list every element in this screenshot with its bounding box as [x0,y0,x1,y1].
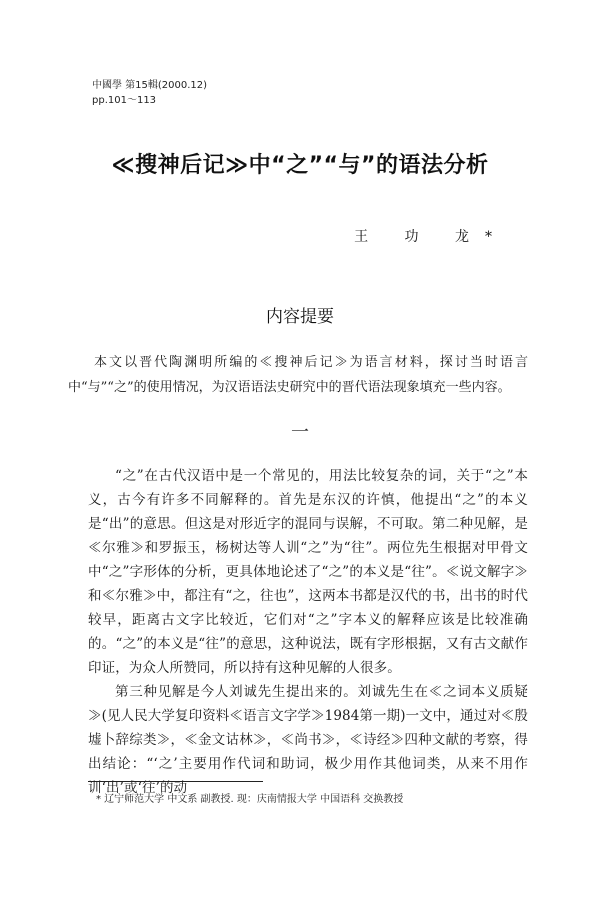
author-name: 王 功 龙* [354,229,508,245]
body-paragraph: 第三种见解是今人刘诚先生提出来的。刘诚先生在≪之词本义质疑≫(见人民大学复印资料≪语言文字学≫1984第一期)一文中，通过对≪殷墟卜辞综类≫，≪金文诂林≫，≪尚书≫，≪诗经≫四种文献的考察，得出结论：“‘之’主要用作代词和助词，极少用作其他词类，从来不用作训‘出’或‘往’的动 [88,684,528,796]
journal-volume: 中國學 第15輯(2000.12) [92,80,208,91]
body-paragraph: “之”在古代汉语中是一个常见的，用法比较复杂的词，关于“之”本义，古今有许多不同解释的。首先是东汉的许慎，他提出“之”的本义是“出”的意思。但这是对形近字的混同与误解，不可取。第二种见解，是≪尔雅≫和罗振玉，杨树达等人训“之”为“往”。两位先生根据对甲骨文中“之”字形体的分析，更具体地论述了“之”的本义是“往”。≪说文解字≫和≪尔雅≫中，都注有“之，往也”，这两本书都是汉代的书，出书的时代较早，距离古文字比较近，它们对“之”字本义的解释应该是比较准确的。“之”的本义是“往”的意思，这种说法，既有字形根据，又有古文献作印证，为众人所赞同，所以持有这种见解的人很多。 [88,468,528,676]
journal-pages: pp.101～113 [92,95,157,106]
footnote-divider [88,781,263,782]
journal-info [92,78,207,108]
abstract-text: 本文以晋代陶渊明所编的≪搜神后记≫为语言材料，探讨当时语言中“与”“之”的使用情况，为汉语语法史研究中的晋代语法现象填充一些内容。 [68,355,528,395]
section-number: 一 [291,422,309,443]
abstract-heading: 内容提要 [266,307,334,327]
paper-title: ≪搜神后记≫中“之”“与”的语法分析 [111,153,489,178]
body-text [88,464,528,800]
footnote: * 辽宁师范大学 中文系 副教授. 现：庆南情报大学 中国语科 交换教授 [96,794,404,805]
